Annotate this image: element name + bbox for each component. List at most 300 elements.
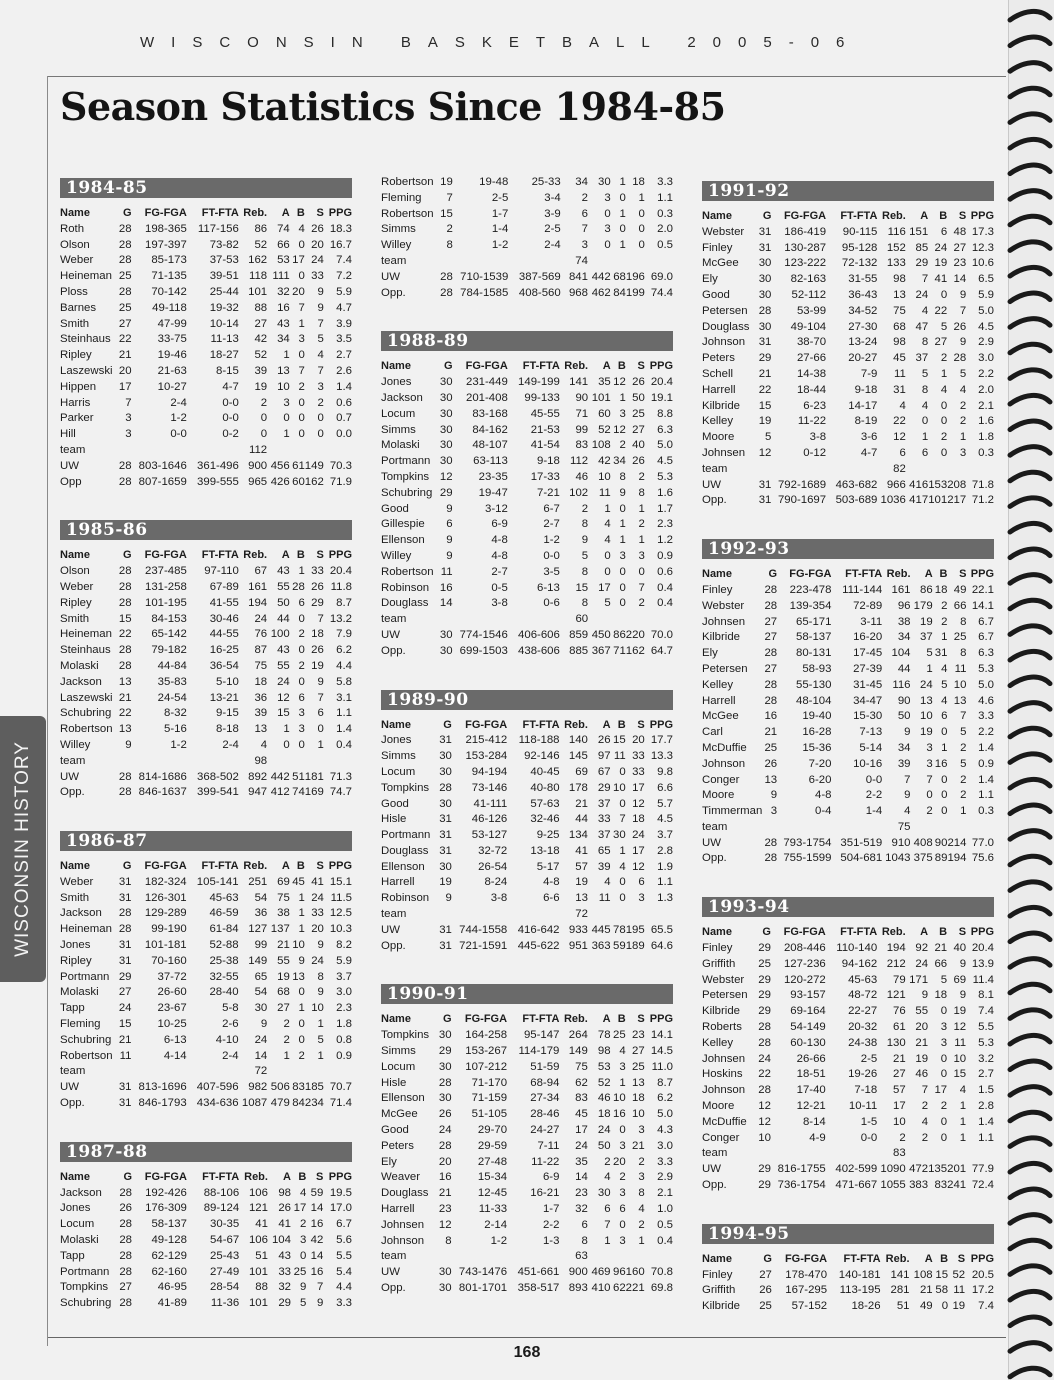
cell-s: 27 xyxy=(632,1045,645,1058)
cell-a: 2 xyxy=(921,1100,929,1113)
spiral-coil xyxy=(1010,88,1050,97)
cell-g: 9 xyxy=(125,738,132,751)
cell-s: 8 xyxy=(317,970,324,983)
cell-g: 28 xyxy=(440,270,453,283)
cell-reb: 31 xyxy=(893,383,906,396)
column-header-fg-fga: FG-FGA xyxy=(783,210,827,222)
table-row xyxy=(381,1028,673,1044)
cell-ppg: 3.1 xyxy=(336,691,352,704)
cell-a: 29 xyxy=(597,781,611,794)
cell-a: 179 xyxy=(913,599,933,612)
spiral-coil xyxy=(1010,165,1050,174)
cell-ft-fta: 30-46 xyxy=(209,612,239,625)
cell-reb: 17 xyxy=(575,1124,588,1137)
column-header-b: B xyxy=(939,568,948,581)
cell-b: 0 xyxy=(619,765,626,778)
cell-s: 17 xyxy=(632,781,645,794)
cell-name: team xyxy=(60,754,86,767)
cell-reb: 61 xyxy=(893,1021,906,1034)
cell-reb: 36 xyxy=(254,907,268,920)
cell-b: 3 xyxy=(299,1234,307,1247)
cell-ppg: 3.0 xyxy=(978,352,994,365)
cell-s: 0 xyxy=(317,428,324,441)
cell-ft-fta: 14-17 xyxy=(848,399,878,412)
cell-name: Weber xyxy=(60,875,94,888)
cell-name: Portmann xyxy=(381,455,431,468)
table-row xyxy=(381,207,673,223)
cell-ft-fta: 4-8 xyxy=(543,876,560,889)
cell-ppg: 1.1 xyxy=(978,1131,994,1144)
cell-a xyxy=(267,754,290,770)
cell-s: 27 xyxy=(632,423,645,436)
cell-s: 7 xyxy=(316,1281,324,1294)
table-header-row xyxy=(381,359,673,375)
cell-fg-fga: 164-258 xyxy=(465,1029,508,1042)
cell-fg-fga: 71-159 xyxy=(471,1092,508,1105)
cell-reb: 45 xyxy=(575,1108,588,1121)
cell-reb: 79 xyxy=(893,973,906,986)
cell-fg-fga: 3-8 xyxy=(491,597,508,610)
column-header-name: Name xyxy=(702,568,732,581)
cell-g: 29 xyxy=(438,1045,452,1058)
cell-g: 30 xyxy=(439,750,452,763)
cell-ft-fta: 21-53 xyxy=(530,423,560,436)
cell-g: 28 xyxy=(758,1084,771,1097)
cell-b: 5 xyxy=(940,973,948,986)
cell-g: 30 xyxy=(438,1029,452,1042)
season-1986-87 xyxy=(60,831,352,1112)
cell-b: 84 xyxy=(292,1097,305,1110)
cell-s: 5 xyxy=(959,367,967,380)
table-header-row xyxy=(702,209,994,225)
cell-reb: 39 xyxy=(897,757,911,770)
cell-a: 1 xyxy=(604,502,611,515)
cell-g xyxy=(762,820,777,836)
cell-a: 1 xyxy=(283,1049,290,1062)
cell-reb: 5 xyxy=(581,549,589,562)
cell-ft-fta: 0-0 xyxy=(543,549,560,562)
cell-b: 0 xyxy=(619,581,626,594)
cell-reb: 892 xyxy=(248,770,268,783)
cell-g: 31 xyxy=(118,954,132,967)
cell-reb: 8 xyxy=(581,565,589,578)
cell-s: 7 xyxy=(317,691,324,704)
cell-fg-fga: 84-153 xyxy=(151,612,187,625)
cell-a: 1 xyxy=(926,662,933,675)
table-row xyxy=(702,615,994,631)
cell-ppg xyxy=(645,254,673,270)
cell-ft-fta: 5-14 xyxy=(859,741,883,754)
cell-reb: 965 xyxy=(248,475,268,488)
cell-reb: 17 xyxy=(893,1100,906,1113)
cell-ft-fta: 3-9 xyxy=(544,207,561,220)
cell-s: 40 xyxy=(632,439,645,452)
cell-b: 2 xyxy=(298,628,305,641)
cell-reb: 98 xyxy=(893,336,906,349)
cell-reb: 130 xyxy=(886,1036,906,1049)
cell-b: 0 xyxy=(298,412,305,425)
cell-name: Parker xyxy=(60,412,94,425)
cell-fg-fga: 51-105 xyxy=(471,1108,508,1121)
table-row xyxy=(702,1162,994,1178)
table-row xyxy=(60,459,352,475)
cell-reb: 118 xyxy=(248,270,268,283)
cell-b: 0 xyxy=(298,1033,305,1046)
cell-g: 15 xyxy=(758,399,772,412)
spiral-coil xyxy=(1010,1189,1050,1198)
cell-fg-fga: 58-137 xyxy=(151,1218,187,1231)
cell-b: 12 xyxy=(613,423,626,436)
cell-fg-fga: 41-111 xyxy=(473,797,508,810)
table-row xyxy=(702,694,994,710)
column-header-fg-fga: FG-FGA xyxy=(465,360,508,373)
cell-reb: 4 xyxy=(260,738,268,751)
cell-g: 28 xyxy=(764,599,778,612)
cell-g: 21 xyxy=(438,1187,452,1200)
cell-ft-fta: 387-569 xyxy=(518,270,561,283)
cell-ft-fta: 44-55 xyxy=(209,628,239,641)
table-row xyxy=(702,241,994,257)
cell-ppg: 0.9 xyxy=(657,549,673,562)
cell-b: 2 xyxy=(940,431,948,444)
cell-g: 17 xyxy=(118,380,132,393)
cell-name: Johnson xyxy=(702,757,746,770)
cell-ft-fta: 18-26 xyxy=(851,1300,881,1313)
cell-reb: 51 xyxy=(896,1300,910,1313)
cell-s: 7 xyxy=(317,317,324,330)
cell-ft-fta: 471-667 xyxy=(835,1179,878,1192)
cell-ft-fta: 504-681 xyxy=(840,852,883,865)
cell-g: 30 xyxy=(439,455,453,468)
cell-ppg: 0.9 xyxy=(978,757,994,770)
cell-ppg: 69.8 xyxy=(650,1282,673,1295)
cell-ppg: 0.3 xyxy=(978,805,994,818)
cell-g: 28 xyxy=(118,786,132,799)
cell-name: Simms xyxy=(381,423,416,436)
cell-b: 0 xyxy=(298,238,305,251)
cell-s: 234 xyxy=(304,1097,324,1110)
column-header-s: S xyxy=(959,568,967,581)
cell-ft-fta: 34-52 xyxy=(848,304,878,317)
cell-ft-fta: 0-0 xyxy=(222,412,239,425)
column-header-s: S xyxy=(958,210,967,222)
table-row xyxy=(60,738,352,754)
cell-ft-fta: 4-7 xyxy=(222,380,239,393)
cell-reb: 13 xyxy=(893,288,906,301)
table-header-row xyxy=(60,206,352,222)
cell-reb: 116 xyxy=(892,678,911,691)
column-header-g: G xyxy=(762,926,771,939)
cell-ppg: 70.3 xyxy=(329,459,352,472)
cell-reb: 251 xyxy=(248,875,268,888)
cell-b: 0 xyxy=(298,1018,305,1031)
cell-g: 28 xyxy=(119,1265,133,1278)
cell-a: 1 xyxy=(283,723,290,736)
cell-name: Ripley xyxy=(60,349,92,362)
season-1994-95 xyxy=(702,1224,994,1315)
cell-g: 7 xyxy=(446,191,453,204)
cell-reb: 35 xyxy=(575,1155,588,1168)
cell-reb: 4 xyxy=(904,805,911,818)
table-header-row xyxy=(702,567,994,583)
cell-name: Tompkins xyxy=(381,1029,430,1042)
table-row xyxy=(381,828,673,844)
cell-ft-fta: 407-596 xyxy=(196,1081,239,1094)
table-row xyxy=(381,1091,673,1107)
cell-s: 21 xyxy=(632,1139,645,1152)
cell-a: 4 xyxy=(604,518,611,531)
cell-fg-fga: 44-84 xyxy=(157,659,187,672)
cell-fg-fga xyxy=(777,820,831,836)
cell-s: 3 xyxy=(638,1171,645,1184)
cell-name: Finley xyxy=(702,241,733,254)
cell-ft-fta: 2-4 xyxy=(222,738,239,751)
cell-b: 12 xyxy=(613,376,626,389)
cell-reb: 112 xyxy=(569,455,589,468)
cell-fg-fga: 129-289 xyxy=(144,907,187,920)
cell-a: 2 xyxy=(283,1018,290,1031)
cell-g: 31 xyxy=(118,939,132,952)
spiral-coil xyxy=(1010,1368,1050,1377)
cell-fg-fga: 26-60 xyxy=(157,986,187,999)
cell-ppg: 0.6 xyxy=(336,396,352,409)
column-header-g: G xyxy=(763,1252,772,1265)
cell-a: 8 xyxy=(921,336,929,349)
cell-ft-fta: 19-26 xyxy=(848,1068,878,1081)
cell-reb: 60 xyxy=(575,613,589,626)
table-row xyxy=(702,836,994,852)
cell-s: 8 xyxy=(960,615,967,628)
cell-reb: 9 xyxy=(581,534,589,547)
cell-b: 83 xyxy=(934,1179,948,1192)
cell-g: 21 xyxy=(118,349,132,362)
cell-name: McDuffie xyxy=(702,741,747,754)
cell-ft-fta: 73-82 xyxy=(209,238,239,251)
cell-name: Griffith xyxy=(702,1284,736,1297)
column-header-ppg: PPG xyxy=(649,1013,673,1026)
cell-ft-fta: 31-45 xyxy=(853,678,883,691)
cell-ppg: 2.8 xyxy=(657,844,673,857)
cell-ft-fta: 463-682 xyxy=(835,478,878,491)
table-row xyxy=(381,797,673,813)
cell-a: 445 xyxy=(591,923,611,936)
column-header-fg-fga: FG-FGA xyxy=(144,549,187,562)
cell-fg-fga: 24-54 xyxy=(157,691,187,704)
cell-name: Opp. xyxy=(381,644,406,657)
table-row xyxy=(60,627,352,643)
cell-ft-fta: 19-32 xyxy=(209,301,239,314)
column-header-ft-fta: FT-FTA xyxy=(840,926,878,939)
column-header-reb: Reb. xyxy=(243,207,268,219)
left-margin-rule xyxy=(47,76,48,1346)
spiral-coil xyxy=(1010,37,1050,46)
cell-a: 2 xyxy=(283,1033,290,1046)
cell-ft-fta: 36-43 xyxy=(848,288,878,301)
cell-ppg: 20.4 xyxy=(650,376,673,389)
table-row xyxy=(60,269,352,285)
cell-ppg: 6.7 xyxy=(336,1218,352,1231)
cell-b: 1 xyxy=(619,1076,626,1089)
cell-name: Opp. xyxy=(702,852,727,865)
cell-name: Locum xyxy=(60,1218,95,1231)
cell-ppg: 12.5 xyxy=(329,907,352,920)
cell-ft-fta: 11-13 xyxy=(210,333,239,346)
table-row xyxy=(381,517,673,533)
cell-b: 1 xyxy=(619,176,626,188)
column-header-s: S xyxy=(315,1170,324,1183)
cell-name: Molaski xyxy=(381,439,420,452)
column-header-b: B xyxy=(940,1252,949,1265)
cell-ppg: 1.6 xyxy=(978,415,994,428)
column-header-name: Name xyxy=(381,718,411,731)
cell-s: 14 xyxy=(310,1202,324,1215)
cell-name: Robertson xyxy=(60,1049,113,1062)
cell-name: UW xyxy=(381,270,400,283)
cell-a: 66 xyxy=(277,238,290,251)
cell-a: 4 xyxy=(604,876,611,889)
cell-ft-fta: 27-39 xyxy=(853,662,883,675)
cell-s xyxy=(947,462,966,478)
cell-b: 7 xyxy=(298,301,305,314)
cell-a: 416 xyxy=(909,478,929,491)
cell-b: 2 xyxy=(940,1100,948,1113)
cell-reb: 41 xyxy=(255,1218,268,1231)
cell-g: 12 xyxy=(758,446,772,459)
season-heading: 1993-94 xyxy=(702,897,994,917)
table-row xyxy=(702,478,994,494)
cell-g: 25 xyxy=(764,741,778,754)
cell-name: Opp. xyxy=(60,1097,85,1110)
cell-name: Molaski xyxy=(60,1234,99,1247)
cell-reb: 1043 xyxy=(885,852,911,865)
cell-reb: 41 xyxy=(575,844,588,857)
cell-ppg: 3.3 xyxy=(336,1297,352,1310)
cell-fg-fga: 774-1546 xyxy=(459,628,508,641)
table-row xyxy=(702,1115,994,1131)
cell-fg-fga: 167-295 xyxy=(785,1284,828,1297)
cell-ft-fta: 1-2 xyxy=(543,534,560,547)
cell-name: Opp. xyxy=(381,286,406,299)
cell-ppg: 5.6 xyxy=(336,1234,352,1247)
cell-a: 33 xyxy=(278,1265,291,1278)
cell-ft-fta: 25-44 xyxy=(209,285,239,298)
cell-fg-fga: 65-142 xyxy=(151,628,187,641)
cell-s: 9 xyxy=(959,336,967,349)
cell-b: 66 xyxy=(934,957,948,970)
cell-ft-fta: 94-162 xyxy=(841,957,878,970)
cell-g: 28 xyxy=(118,659,132,672)
cell-g: 3 xyxy=(770,805,778,818)
cell-name: Moore xyxy=(702,789,735,802)
cell-fg-fga: 231-449 xyxy=(465,376,508,389)
cell-ppg: 0.8 xyxy=(336,1033,352,1046)
cell-name: Locum xyxy=(381,407,416,420)
cell-ppg: 6.7 xyxy=(978,615,994,628)
cell-ppg: 5.3 xyxy=(657,470,673,483)
table-row xyxy=(60,238,352,254)
cell-a: 75 xyxy=(277,891,290,904)
cell-s: 0 xyxy=(638,239,645,252)
cell-ppg: 22.1 xyxy=(971,583,994,596)
cell-ft-fta: 13-21 xyxy=(209,691,239,704)
cell-ppg: 71.3 xyxy=(329,770,352,783)
cell-name: Finley xyxy=(702,583,733,596)
cell-fg-fga: 55-130 xyxy=(796,678,832,691)
cell-a: 78 xyxy=(597,1029,611,1042)
cell-s: 2 xyxy=(638,597,645,610)
column-header-g: G xyxy=(122,549,132,562)
column-header-b: B xyxy=(617,360,626,373)
cell-b: 3 xyxy=(619,1234,626,1247)
table-row xyxy=(381,470,673,486)
column-header-g: G xyxy=(443,360,453,373)
stats-table xyxy=(381,175,673,301)
column-header-reb: Reb. xyxy=(882,210,906,222)
cell-reb: 968 xyxy=(568,286,588,299)
cell-reb: 1087 xyxy=(241,1097,268,1110)
cell-a: 442 xyxy=(591,270,611,283)
cell-a: 506 xyxy=(270,1081,290,1094)
cell-ppg: 11.5 xyxy=(330,891,352,904)
cell-a: 30 xyxy=(598,176,611,188)
cell-ft-fta xyxy=(826,1146,877,1162)
cell-name: Willey xyxy=(60,738,91,751)
cell-name: Harrell xyxy=(702,694,736,707)
season-1985-86 xyxy=(60,520,352,801)
table-row xyxy=(702,957,994,973)
cell-g: 31 xyxy=(439,939,452,952)
cell-ppg: 70.0 xyxy=(650,628,673,641)
cell-fg-fga: 807-1659 xyxy=(138,475,187,488)
cell-reb: 68 xyxy=(893,320,906,333)
cell-ppg: 4.6 xyxy=(978,694,994,707)
cell-b: 2 xyxy=(941,615,948,628)
cell-ppg: 0.4 xyxy=(336,738,352,751)
cell-reb: 264 xyxy=(568,1029,588,1042)
column-header-reb: Reb. xyxy=(881,926,906,939)
cell-a: 108 xyxy=(913,1268,933,1281)
cell-ft-fta: 399-555 xyxy=(197,475,239,488)
cell-s: 18 xyxy=(632,1092,645,1105)
table-row xyxy=(60,364,352,380)
cell-name: Kilbride xyxy=(702,399,740,412)
cell-ft-fta: 3-11 xyxy=(860,615,883,628)
column-header-reb: Reb. xyxy=(243,860,268,873)
cell-fg-fga: 127-236 xyxy=(783,957,826,970)
cell-ppg: 5.5 xyxy=(336,1249,352,1262)
cell-reb: 6 xyxy=(581,1218,588,1231)
cell-fg-fga: 26-54 xyxy=(478,860,508,873)
cell-name: Heineman xyxy=(60,923,112,936)
cell-ft-fta: 10-16 xyxy=(853,757,883,770)
cell-ppg xyxy=(645,612,673,628)
cell-ft-fta: 402-599 xyxy=(835,1163,878,1176)
table-header-row xyxy=(702,925,994,941)
cell-s xyxy=(626,1249,645,1265)
cell-ppg: 3.0 xyxy=(336,986,352,999)
spiral-coil xyxy=(1010,1317,1050,1326)
season-heading: 1984-85 xyxy=(60,178,352,198)
cell-b: 0 xyxy=(619,191,626,204)
cell-ft-fta: 2-7 xyxy=(543,518,560,531)
cell-name: Opp xyxy=(60,475,82,488)
table-row xyxy=(702,1131,994,1147)
cell-reb: 42 xyxy=(254,333,268,346)
cell-b: 24 xyxy=(934,241,948,254)
cell-s: 4 xyxy=(317,349,324,362)
cell-reb: 6 xyxy=(581,207,588,220)
cell-s: 33 xyxy=(311,270,324,283)
